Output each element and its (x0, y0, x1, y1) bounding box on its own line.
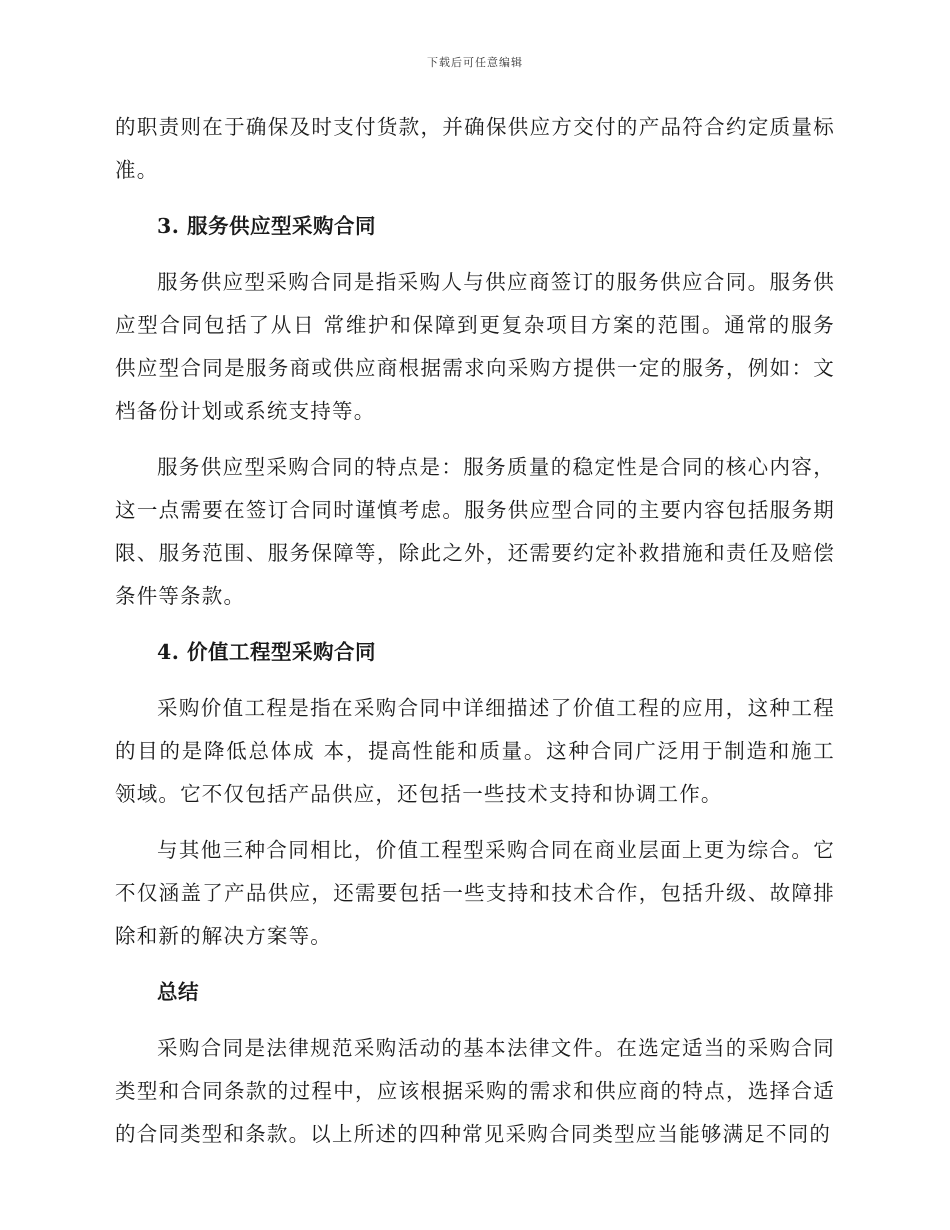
paragraph: 采购价值工程是指在采购合同中详细描述了价值工程的应用，这种工程的目的是降低总体成 本，提高性能和质量。这种合同广泛用于制造和施工领域。它不仅包括产品供应，还包括一些技术支持和协调工作。 (115, 696, 835, 806)
paragraph: 服务供应型采购合同的特点是：服务质量的稳定性是合同的核心内容，这一点需要在签订合同时谨慎考虑。服务供应型合同的主要内容包括服务期限、服务范围、服务保障等，除此之外，还需要约定补救措施和责任及赔偿条件等条款。 (115, 455, 835, 608)
page-header: 下载后可任意编辑 (427, 56, 523, 69)
paragraph: 的职责则在于确保及时支付货款，并确保供应方交付的产品符合约定质量标准。 (115, 115, 835, 182)
section-heading: 总结 (157, 980, 199, 1004)
paragraph: 服务供应型采购合同是指采购人与供应商签订的服务供应合同。服务供应型合同包括了从日 常维护和保障到更复杂项目方案的范围。通常的服务供应型合同是服务商或供应商根据需求向采购方提供一定的服务，例如：文档备份计划或系统支持等。 (115, 270, 835, 423)
paragraph: 与其他三种合同相比，价值工程型采购合同在商业层面上更为综合。它不仅涵盖了产品供应，还需要包括一些支持和技术合作，包括升级、故障排除和新的解决方案等。 (115, 838, 835, 948)
paragraph: 采购合同是法律规范采购活动的基本法律文件。在选定适当的采购合同类型和合同条款的过程中，应该根据采购的需求和供应商的特点，选择合适的合同类型和条款。以上所述的四种常见采购合同类型应当能够满足不同的 (115, 1036, 835, 1146)
document-body (115, 106, 835, 1156)
section-heading: 4. 价值工程型采购合同 (157, 640, 377, 664)
section-heading: 3. 服务供应型采购合同 (157, 214, 377, 238)
